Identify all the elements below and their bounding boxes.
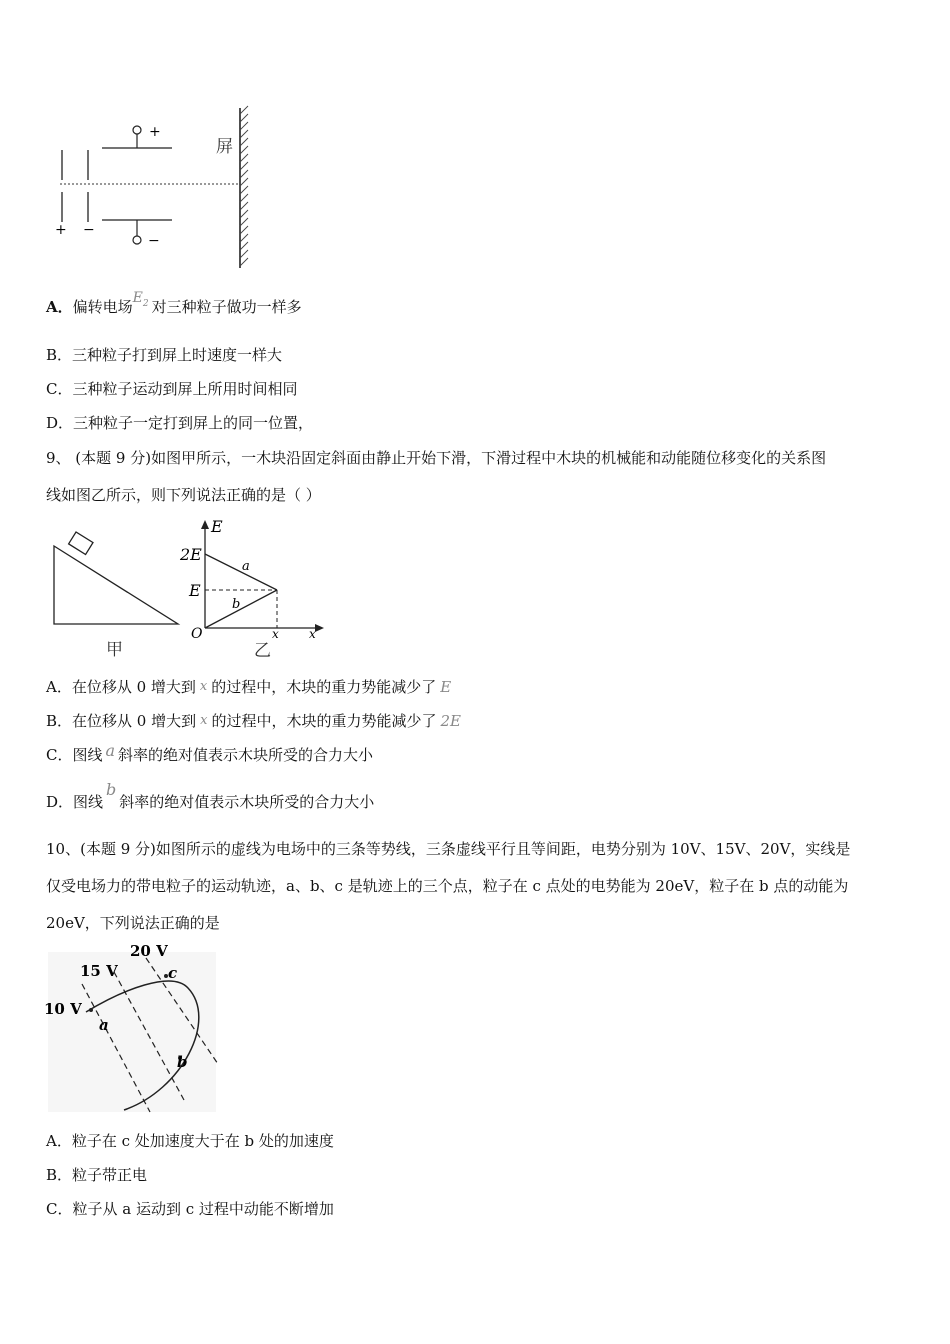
q8-option-a-math: E	[132, 290, 143, 306]
q10-stem-line3: 20eV，下列说法正确的是	[46, 914, 220, 932]
q8-option-a-pre: 偏转电场	[72, 298, 133, 316]
accel-minus-sign: −	[83, 222, 95, 238]
q8-option-a-post: 对三种粒子做功一样多	[151, 298, 302, 316]
tick-2e: 2E	[180, 545, 202, 564]
q9-option-a-math1: x	[199, 679, 208, 694]
q9-option-c-post: 斜率的绝对值表示木块所受的合力大小	[118, 746, 374, 764]
accel-plus-sign: +	[55, 222, 67, 238]
q9-stem-line2: 线如图乙所示，则下列说法正确的是（ ）	[46, 486, 321, 504]
line-a-label: a	[242, 559, 250, 574]
q9-option-a-pre: A．在位移从 0 增大到	[46, 678, 196, 696]
label-point-b: b	[177, 1053, 188, 1071]
q9-option-b-math2: 2E	[440, 712, 461, 730]
q8-option-a-letter: A．	[46, 298, 73, 316]
label-10v: 10 V	[44, 1000, 82, 1018]
screen-label: 屏	[216, 137, 233, 157]
q9-option-b-pre: B．在位移从 0 增大到	[46, 712, 197, 730]
line-b	[205, 590, 277, 628]
q9-option-a	[46, 676, 451, 697]
y-axis-label: E	[211, 517, 223, 536]
q8-option-d: D．三种粒子一定打到屏上的同一位置，	[46, 414, 314, 432]
q8-option-b: B．三种粒子打到屏上时速度一样大	[46, 346, 283, 364]
q8-option-a-sub: 2	[142, 299, 149, 309]
y-axis-arrow-icon	[201, 520, 209, 529]
q9-option-a-math2: E	[440, 678, 452, 696]
q10-option-a: A．粒子在 c 处加速度大于在 b 处的加速度	[46, 1132, 334, 1150]
figure-jia-label: 甲	[106, 640, 123, 660]
energy-graph-figure	[178, 516, 330, 662]
q10-stem-line1: 10、(本题 9 分)如图所示的虚线为电场中的三条等势线，三条虚线平行且等间距，电势分别为 10V、15V、20V，实线是	[46, 840, 851, 858]
incline-figure	[48, 530, 188, 660]
tick-e: E	[189, 581, 201, 600]
q9-option-b-mid: 的过程中，木块的重力势能减少了	[211, 712, 437, 730]
incline-triangle	[54, 546, 178, 624]
lower-terminal-icon	[133, 236, 141, 244]
equipotential-figure	[42, 940, 222, 1116]
q9-option-d-math: b	[106, 780, 117, 799]
q9-option-d	[46, 780, 375, 812]
q9-option-d-pre: D．图线	[46, 793, 104, 811]
q8-option-a	[46, 290, 302, 317]
upper-terminal-sign: +	[149, 124, 161, 140]
label-15v: 15 V	[80, 962, 118, 980]
lower-terminal-sign: −	[148, 233, 160, 249]
q9-option-d-post: 斜率的绝对值表示木块所受的合力大小	[119, 793, 375, 811]
x-axis-label: x	[309, 627, 316, 641]
screen-hatching	[240, 106, 248, 266]
q8-option-c: C．三种粒子运动到屏上所用时间相同	[46, 380, 298, 398]
label-point-a: a	[99, 1016, 109, 1034]
upper-terminal-icon	[133, 126, 141, 134]
q9-option-b	[46, 710, 461, 731]
figure-background	[48, 952, 216, 1112]
q9-stem-line1: 9、 (本题 9 分)如图甲所示，一木块沿固定斜面由静止开始下滑，下滑过程中木块的机械能和动能随位移变化的关系图	[46, 449, 827, 467]
q10-stem-line2: 仅受电场力的带电粒子的运动轨迹，a、b、c 是轨迹上的三个点，粒子在 c 点处的电势能为 20eV，粒子在 b 点的动能为	[46, 877, 849, 895]
label-point-c: c	[168, 964, 178, 982]
line-a	[205, 554, 277, 590]
tick-x: x	[272, 627, 279, 641]
q9-option-a-mid: 的过程中，木块的重力势能减少了	[211, 678, 437, 696]
x-axis-arrow-icon	[315, 624, 324, 632]
q9-option-c-pre: C．图线	[46, 746, 103, 764]
deflection-field-figure	[50, 100, 260, 275]
q10-option-b: B．粒子带正电	[46, 1166, 148, 1184]
q10-option-c: C．粒子从 a 运动到 c 过程中动能不断增加	[46, 1200, 334, 1218]
label-20v: 20 V	[130, 942, 168, 960]
point-a-dot	[89, 1008, 93, 1012]
figure-yi-label: 乙	[254, 641, 271, 661]
origin-label: O	[191, 626, 203, 642]
q9-option-c-math: a	[105, 741, 116, 760]
q9-option-b-math1: x	[200, 713, 208, 728]
wooden-block	[69, 532, 93, 554]
line-b-label: b	[232, 597, 241, 612]
q9-option-c	[46, 741, 374, 765]
